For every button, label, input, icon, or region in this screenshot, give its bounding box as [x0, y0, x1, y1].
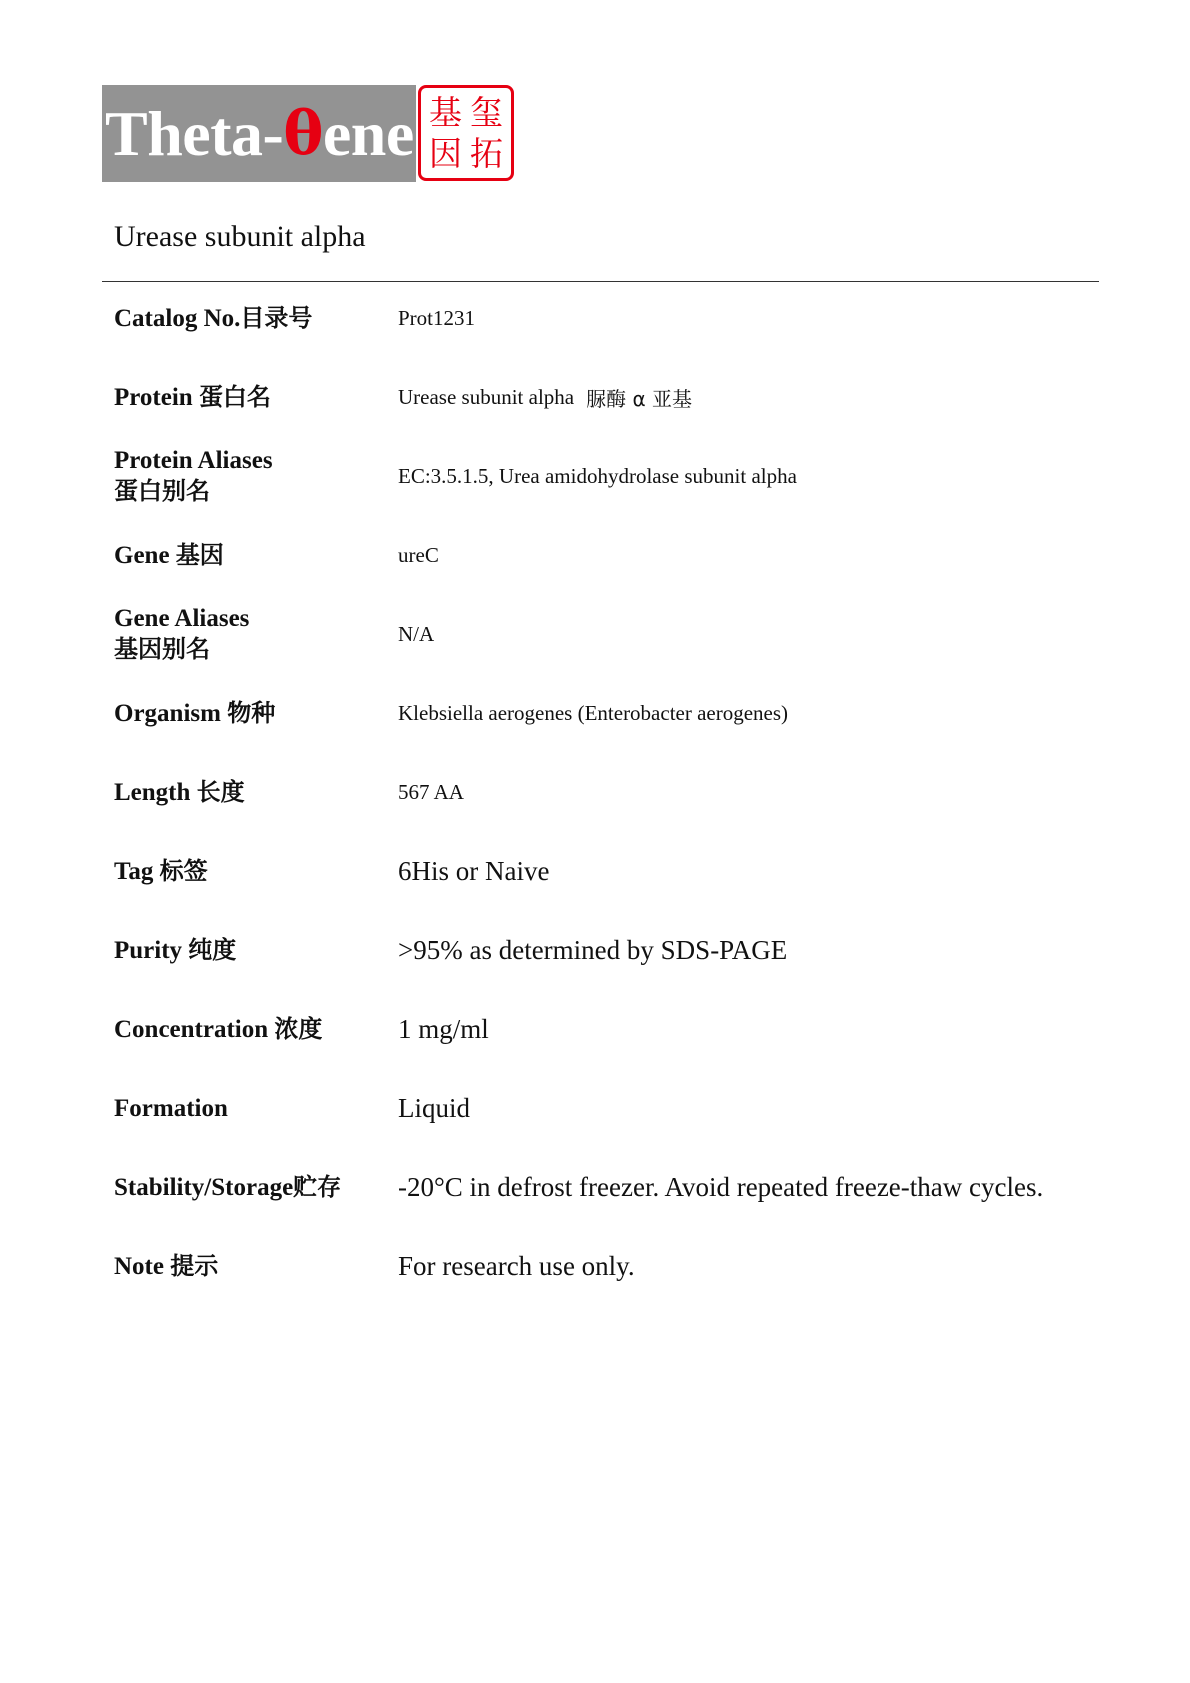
spec-row — [114, 762, 1099, 822]
title-divider — [102, 281, 1099, 282]
spec-label-en: Length — [114, 778, 197, 806]
spec-label — [114, 1157, 394, 1217]
spec-value-text: For research use only. — [398, 1250, 635, 1281]
spec-label-en: Formation — [114, 1094, 228, 1122]
spec-value-text: Urease subunit alpha — [398, 384, 575, 409]
spec-row — [114, 288, 1099, 348]
spec-value-text: 6His or Naive — [398, 855, 550, 886]
spec-value — [398, 920, 1098, 980]
seal-char: 基 — [429, 93, 462, 132]
spec-label-zh: 纯度 — [188, 935, 237, 964]
spec-label-en: Protein — [114, 383, 199, 411]
spec-row — [114, 1078, 1099, 1138]
spec-label-en: Protein Aliases — [114, 447, 273, 474]
spec-row — [114, 604, 1099, 664]
spec-label — [114, 288, 394, 348]
spec-value-text: Klebsiella aerogenes (Enterobacter aerogenes) — [398, 700, 789, 725]
seal-char: 拓 — [470, 134, 503, 173]
spec-value — [398, 683, 1098, 743]
spec-label-zh: 基因 — [175, 540, 224, 569]
spec-value-text: 1 mg/ml — [398, 1013, 489, 1044]
spec-label — [114, 920, 394, 980]
spec-label — [114, 999, 394, 1059]
spec-label-zh: 目录号 — [240, 303, 313, 332]
spec-label — [114, 604, 394, 664]
spec-label-zh: 浓度 — [274, 1014, 323, 1043]
spec-value-text: 567 AA — [398, 779, 464, 804]
spec-row — [114, 683, 1099, 743]
seal-char: 因 — [429, 134, 462, 173]
spec-label — [114, 762, 394, 822]
spec-value-text: N/A — [398, 621, 435, 646]
spec-label-en: Stability/Storage — [114, 1173, 294, 1201]
spec-value-text: EC:3.5.1.5, Urea amidohydrolase subunit alpha — [398, 463, 797, 488]
spec-label-zh: 基因别名 — [114, 635, 210, 663]
spec-row — [114, 1236, 1099, 1296]
spec-value — [398, 367, 1098, 427]
spec-label-en: Gene Aliases — [114, 605, 250, 632]
spec-value — [398, 525, 1098, 585]
spec-label-en: Catalog No. — [114, 304, 241, 332]
spec-row — [114, 1157, 1099, 1217]
spec-label-zh: 贮存 — [293, 1172, 342, 1201]
spec-value-text: ureC — [398, 542, 439, 567]
spec-row — [114, 999, 1099, 1059]
spec-label-en: Tag — [114, 857, 160, 885]
spec-value-text: Liquid — [398, 1092, 470, 1123]
spec-label-zh: 物种 — [227, 698, 276, 727]
product-title: Urease subunit alpha — [114, 220, 366, 253]
spec-label-en: Gene — [114, 541, 176, 569]
spec-value — [398, 604, 1098, 664]
brand-seal — [418, 85, 514, 181]
spec-value — [398, 762, 1098, 822]
spec-label — [114, 841, 394, 901]
spec-label — [114, 1236, 394, 1296]
spec-row — [114, 525, 1099, 585]
spec-value-text: Prot1231 — [398, 305, 476, 330]
spec-row — [114, 920, 1099, 980]
spec-label-zh: 蛋白名 — [198, 382, 271, 411]
brand-wordmark — [102, 85, 416, 182]
seal-char: 玺 — [470, 93, 503, 132]
brand-prefix: Theta- — [105, 97, 284, 169]
spec-label — [114, 683, 394, 743]
spec-value-text: >95% as determined by SDS-PAGE — [398, 934, 788, 965]
brand-theta: θ — [283, 98, 323, 169]
spec-value — [398, 288, 1098, 348]
spec-label — [114, 1078, 394, 1138]
spec-label-zh: 提示 — [170, 1251, 219, 1280]
brand-logo — [102, 85, 514, 182]
spec-label — [114, 367, 394, 427]
spec-value — [398, 841, 1098, 901]
spec-row — [114, 841, 1099, 901]
spec-value — [398, 446, 1098, 506]
spec-label-zh: 长度 — [196, 777, 245, 806]
spec-label-zh: 蛋白别名 — [114, 477, 210, 505]
spec-label-zh: 标签 — [159, 856, 208, 885]
spec-value — [398, 1157, 1098, 1217]
spec-row — [114, 446, 1099, 506]
spec-value — [398, 1078, 1098, 1138]
spec-label — [114, 446, 394, 506]
spec-row — [114, 367, 1099, 427]
spec-value-zh: 脲酶 α 亚基 — [586, 386, 693, 411]
spec-value-text: -20°C in defrost freezer. Avoid repeated freeze-thaw cycles. — [398, 1171, 1044, 1202]
spec-label-en: Concentration — [114, 1015, 275, 1043]
spec-label-en: Organism — [114, 699, 228, 727]
spec-label-en: Purity — [114, 936, 189, 964]
spec-label — [114, 525, 394, 585]
spec-value — [398, 1236, 1098, 1296]
spec-value — [398, 999, 1098, 1059]
brand-suffix: ene — [322, 97, 414, 169]
spec-label-en: Note — [114, 1252, 171, 1280]
